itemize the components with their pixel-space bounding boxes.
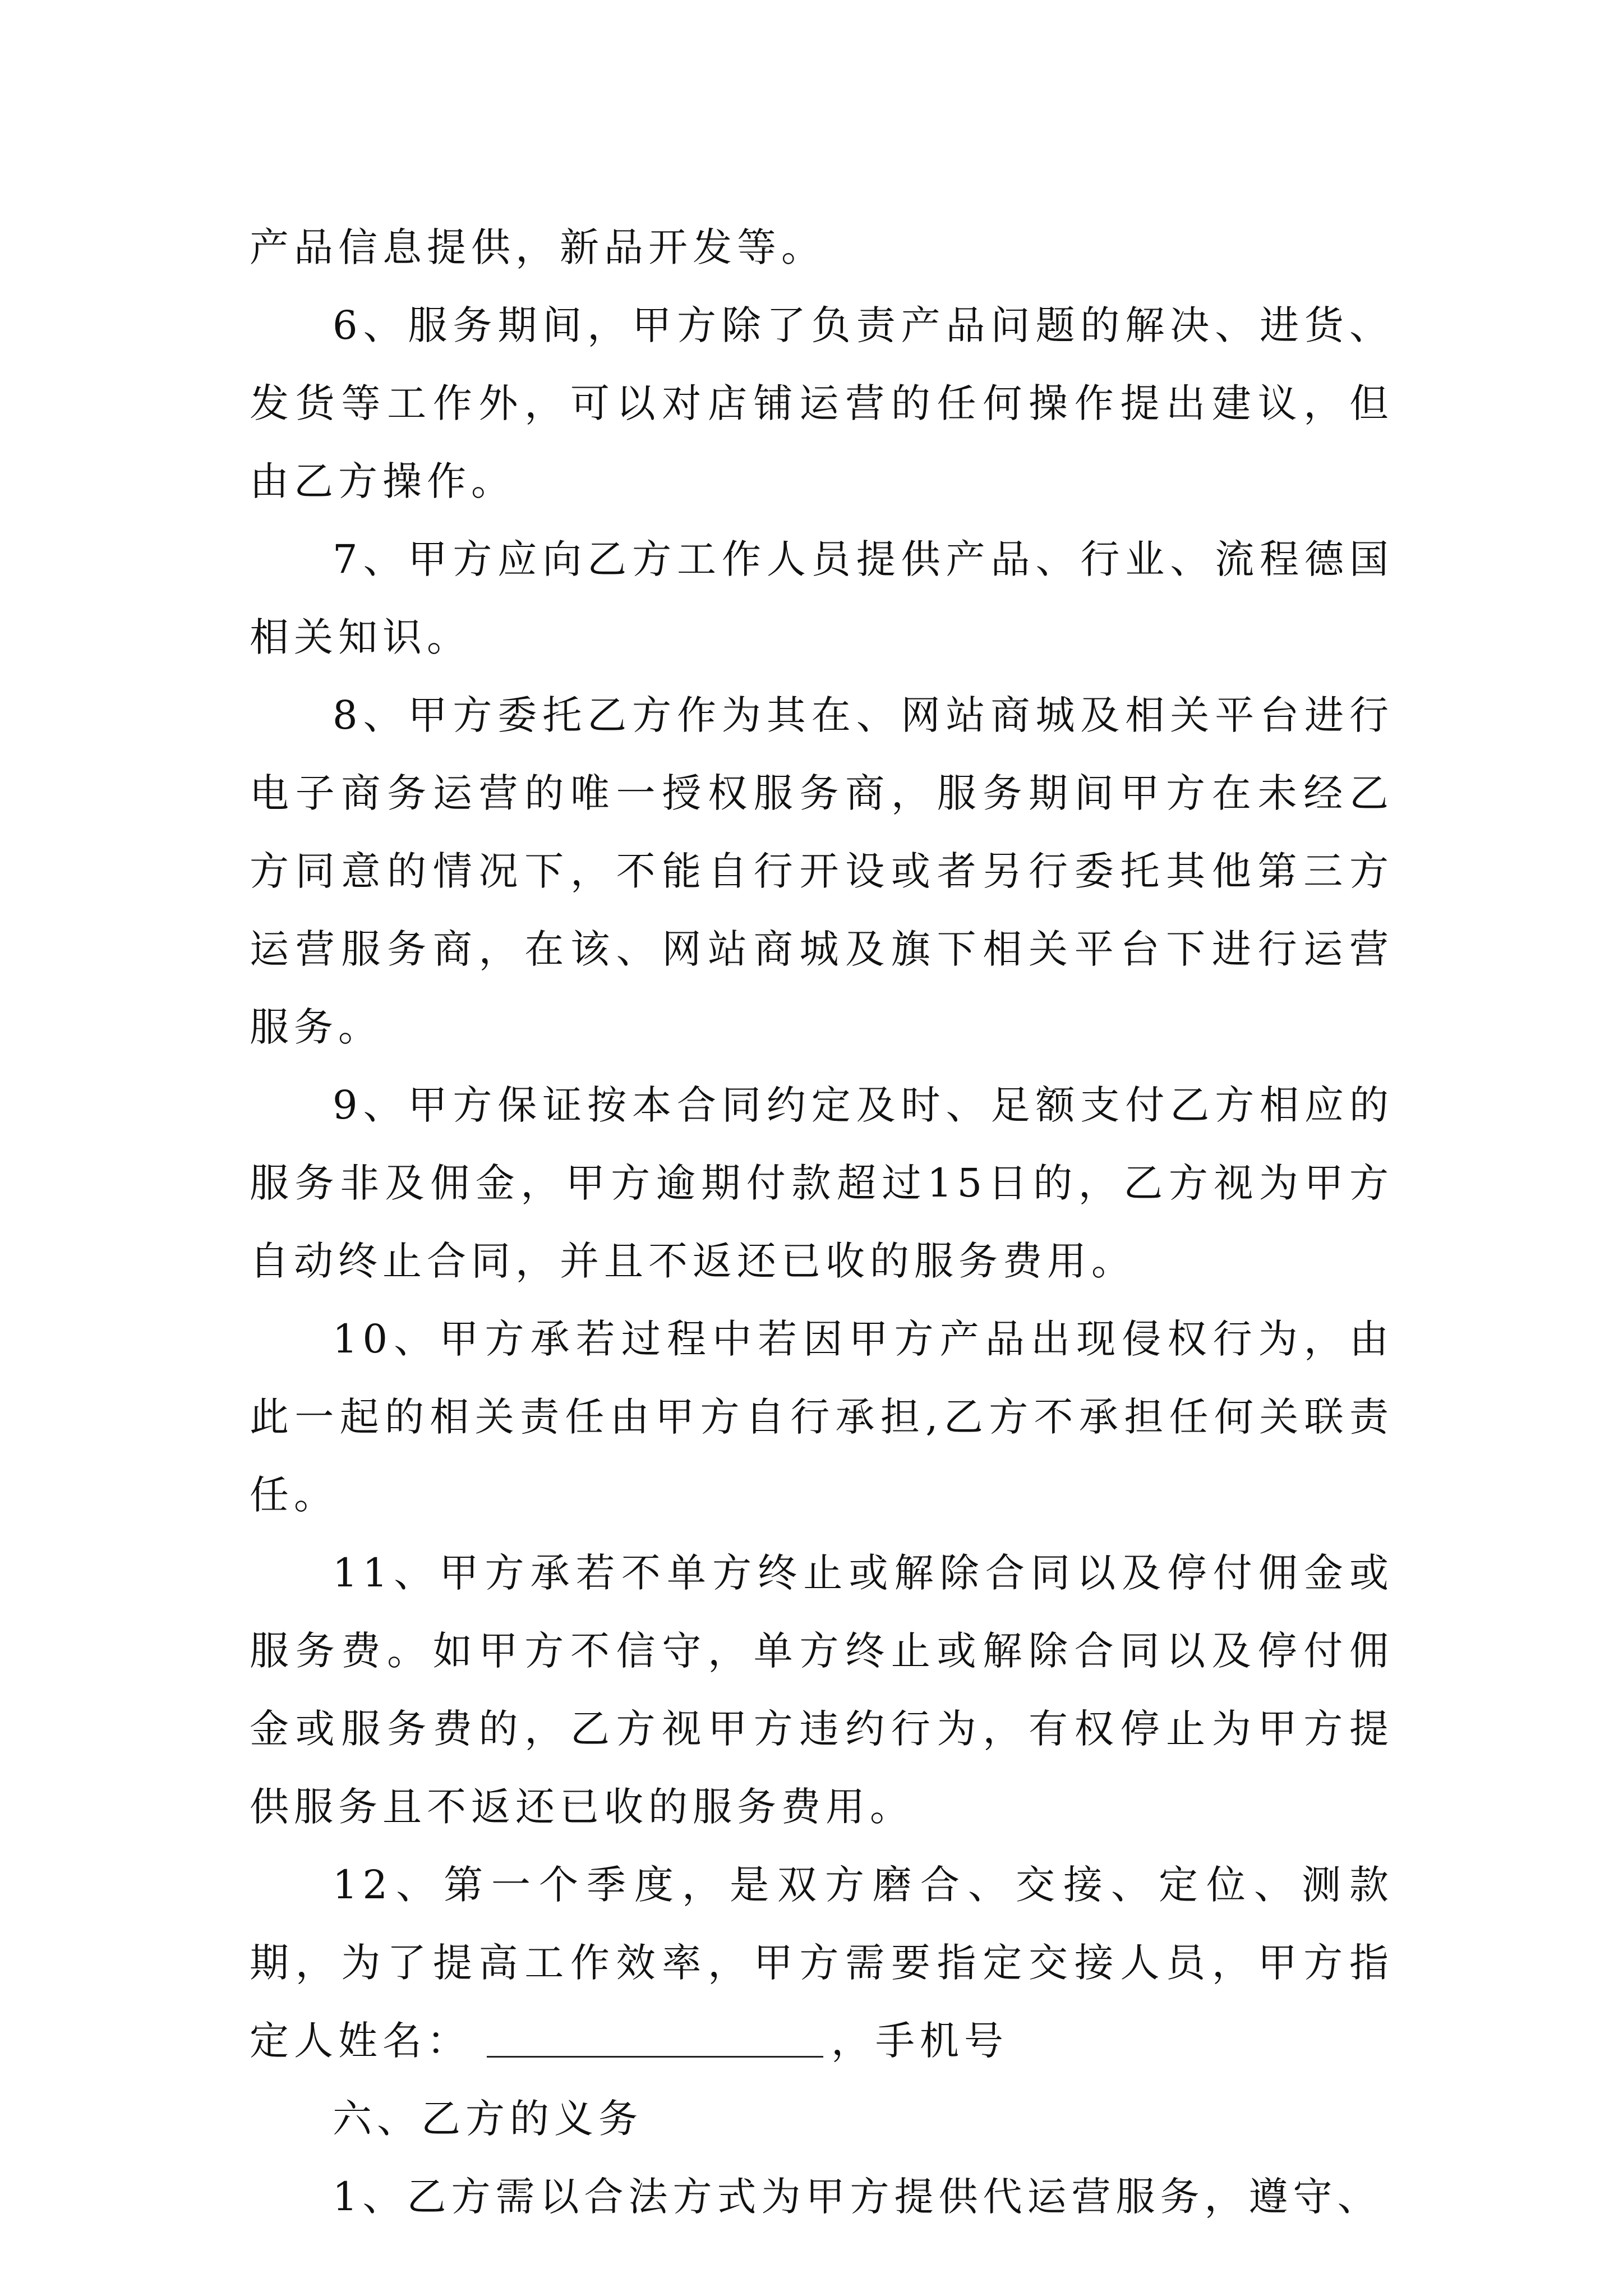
paragraph-item-10: 10、甲方承若过程中若因甲方产品出现侵权行为，由此一起的相关责任由甲方自行承担,乙方不承担任何关联责任。: [250, 1316, 1394, 1518]
paragraph-continued: 产品信息提供，新品开发等。: [250, 224, 826, 270]
section-heading: 六、乙方的义务: [333, 2096, 643, 2142]
section-paragraph-1: 1、乙方需以合法方式为甲方提供代运营服务，遵守、: [333, 2174, 1382, 2220]
paragraph-item-12-text: 12、第一个季度，是双方磨合、交接、定位、测款期，为了提高工作效率，甲方需要指定交接人员，甲方指定人姓名：: [250, 1862, 1394, 2064]
paragraph-item-7: 7、甲方应向乙方工作人员提供产品、行业、流程德国相关知识。: [250, 536, 1394, 660]
document-body: [250, 209, 1394, 2236]
name-blank-line: [487, 2011, 823, 2058]
paragraph-item-11: 11、甲方承若不单方终止或解除合同以及停付佣金或服务费。如甲方不信守，单方终止或解除合同以及停付佣金或服务费的，乙方视甲方违约行为，有权停止为甲方提供服务且不返还已收的服务费用。: [250, 1550, 1394, 1830]
paragraph-item-6: 6、服务期间，甲方除了负责产品问题的解决、进货、发货等工作外，可以对店铺运营的任何操作提出建议，但由乙方操作。: [250, 302, 1394, 504]
paragraph-item-8: 8、甲方委托乙方作为其在、网站商城及相关平台进行电子商务运营的唯一授权服务商，服务期间甲方在未经乙方同意的情况下，不能自行开设或者另行委托其他第三方运营服务商，在该、网站商城及旗下相关平台下进行运营服务。: [250, 692, 1394, 1050]
paragraph-item-9: 9、甲方保证按本合同约定及时、足额支付乙方相应的服务非及佣金，甲方逾期付款超过15日的，乙方视为甲方自动终止合同，并且不返还已收的服务费用。: [250, 1082, 1394, 1284]
paragraph-item-12: [250, 1846, 1394, 2080]
paragraph-item-12-phone-label: ，手机号: [831, 2018, 1008, 2064]
